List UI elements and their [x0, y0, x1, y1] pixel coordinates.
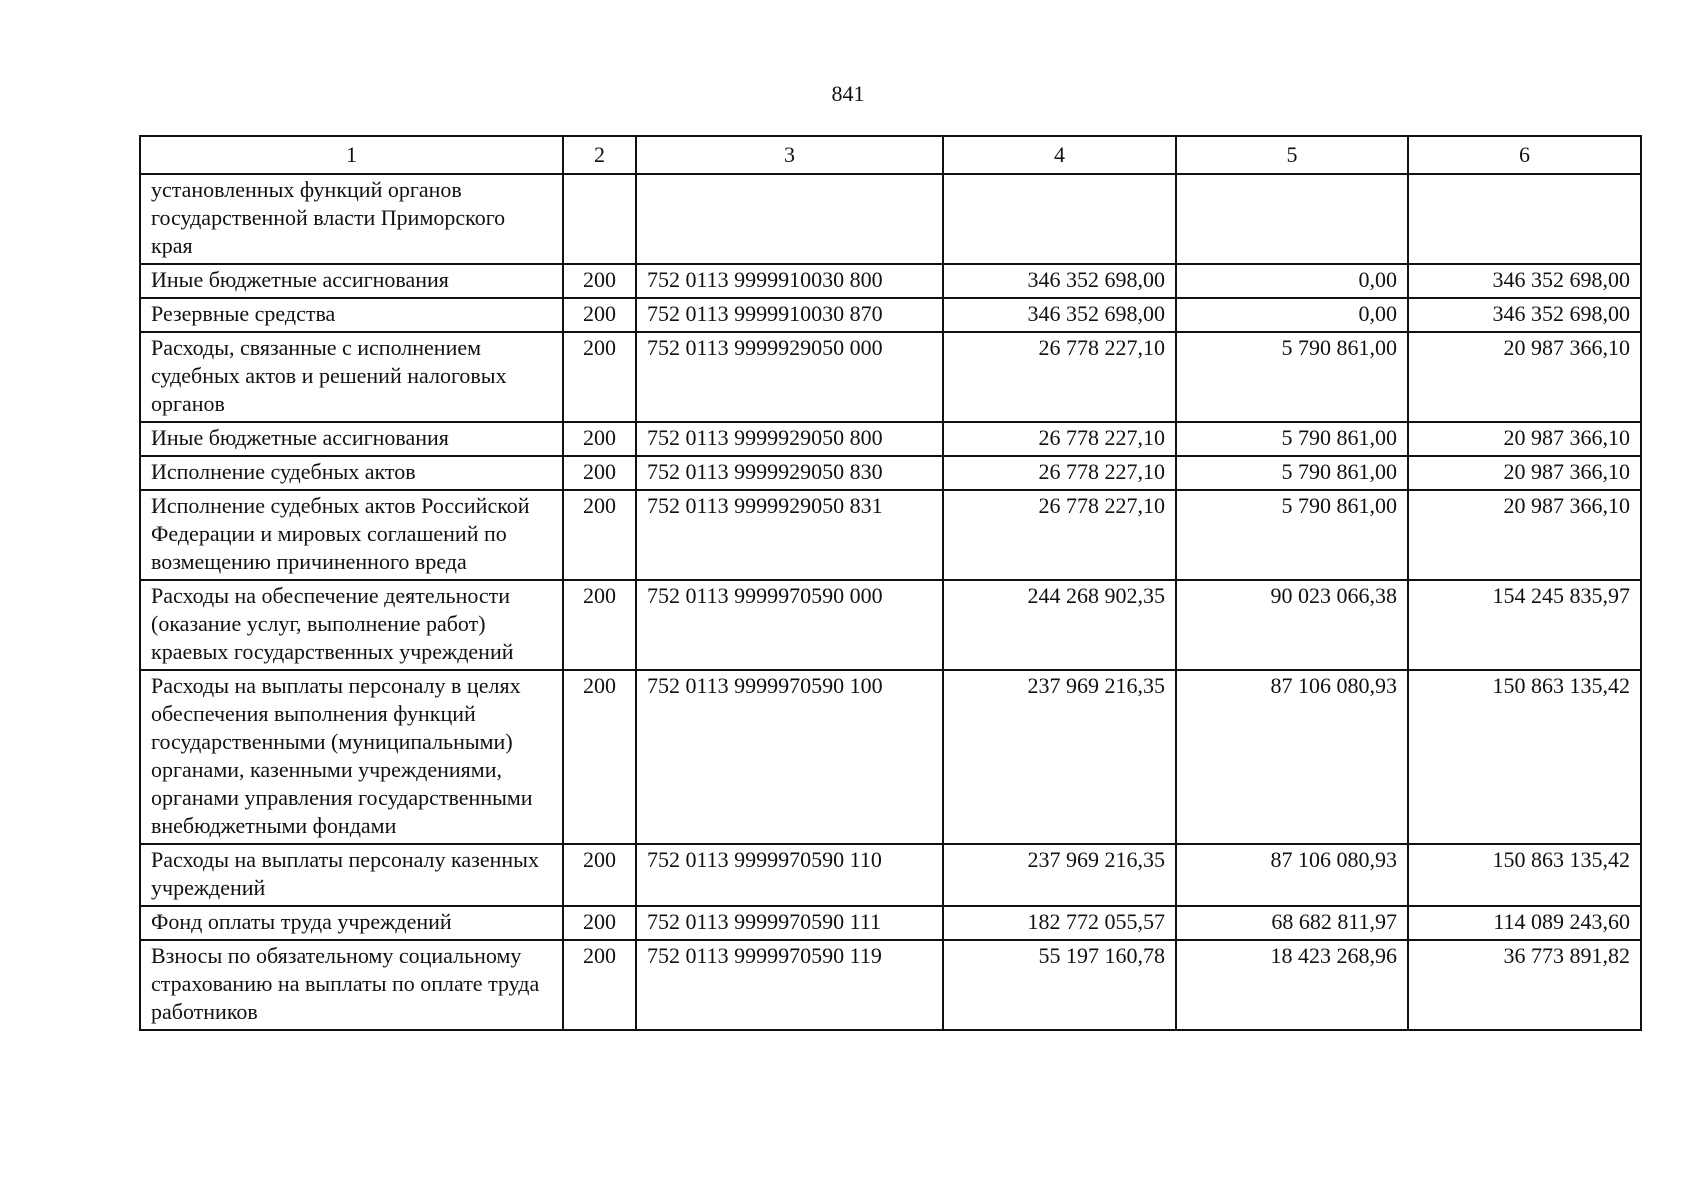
amount-cell: 346 352 698,00 [943, 298, 1176, 332]
amount-cell: 5 790 861,00 [1176, 456, 1408, 490]
classification-code-cell: 752 0113 9999970590 110 [636, 844, 943, 906]
column-header: 6 [1408, 136, 1641, 174]
amount-cell [1176, 174, 1408, 264]
column-header: 2 [563, 136, 636, 174]
table-row [140, 670, 1641, 844]
amount-cell: 5 790 861,00 [1176, 422, 1408, 456]
code-cell: 200 [563, 456, 636, 490]
expense-name-cell: Взносы по обязательному социальному страхованию на выплаты по оплате труда работников [140, 940, 563, 1030]
amount-cell: 26 778 227,10 [943, 456, 1176, 490]
amount-cell: 26 778 227,10 [943, 490, 1176, 580]
classification-code-cell: 752 0113 9999929050 000 [636, 332, 943, 422]
classification-code-cell: 752 0113 9999929050 800 [636, 422, 943, 456]
expense-name-cell: Фонд оплаты труда учреждений [140, 906, 563, 940]
amount-cell: 346 352 698,00 [943, 264, 1176, 298]
table-header-row [140, 136, 1641, 174]
amount-cell: 0,00 [1176, 298, 1408, 332]
classification-code-cell: 752 0113 9999970590 119 [636, 940, 943, 1030]
amount-cell: 346 352 698,00 [1408, 264, 1641, 298]
code-cell: 200 [563, 906, 636, 940]
code-cell: 200 [563, 670, 636, 844]
amount-cell: 18 423 268,96 [1176, 940, 1408, 1030]
table-row [140, 298, 1641, 332]
amount-cell: 0,00 [1176, 264, 1408, 298]
table-row [140, 940, 1641, 1030]
amount-cell: 237 969 216,35 [943, 844, 1176, 906]
classification-code-cell: 752 0113 9999929050 831 [636, 490, 943, 580]
amount-cell: 55 197 160,78 [943, 940, 1176, 1030]
expense-name-cell: Расходы на выплаты персоналу в целях обеспечения выполнения функций государственными (муниципальными) органами, казенными учреждениями, органами управления государственными внебюджетными фондами [140, 670, 563, 844]
code-cell: 200 [563, 298, 636, 332]
amount-cell: 5 790 861,00 [1176, 332, 1408, 422]
column-header: 3 [636, 136, 943, 174]
table-row [140, 580, 1641, 670]
classification-code-cell: 752 0113 9999970590 100 [636, 670, 943, 844]
classification-code-cell: 752 0113 9999910030 870 [636, 298, 943, 332]
table-row [140, 906, 1641, 940]
classification-code-cell [636, 174, 943, 264]
column-header: 1 [140, 136, 563, 174]
classification-code-cell: 752 0113 9999970590 000 [636, 580, 943, 670]
column-header: 5 [1176, 136, 1408, 174]
expense-name-cell: Расходы на выплаты персоналу казенных учреждений [140, 844, 563, 906]
table-row [140, 490, 1641, 580]
amount-cell: 237 969 216,35 [943, 670, 1176, 844]
table-row [140, 844, 1641, 906]
code-cell: 200 [563, 422, 636, 456]
code-cell: 200 [563, 332, 636, 422]
code-cell: 200 [563, 940, 636, 1030]
table-row [140, 456, 1641, 490]
expense-name-cell: Резервные средства [140, 298, 563, 332]
page-number: 841 [831, 81, 865, 106]
amount-cell: 26 778 227,10 [943, 332, 1176, 422]
amount-cell: 90 023 066,38 [1176, 580, 1408, 670]
amount-cell: 87 106 080,93 [1176, 844, 1408, 906]
code-cell: 200 [563, 844, 636, 906]
amount-cell: 20 987 366,10 [1408, 456, 1641, 490]
amount-cell: 20 987 366,10 [1408, 332, 1641, 422]
amount-cell: 154 245 835,97 [1408, 580, 1641, 670]
table-row [140, 174, 1641, 264]
amount-cell: 20 987 366,10 [1408, 422, 1641, 456]
budget-table [139, 135, 1642, 1031]
expense-name-cell: Иные бюджетные ассигнования [140, 264, 563, 298]
amount-cell: 114 089 243,60 [1408, 906, 1641, 940]
expense-name-cell: Исполнение судебных актов [140, 456, 563, 490]
classification-code-cell: 752 0113 9999929050 830 [636, 456, 943, 490]
table-row [140, 264, 1641, 298]
expense-name-cell: установленных функций органов государственной власти Приморского края [140, 174, 563, 264]
code-cell [563, 174, 636, 264]
expense-name-cell: Исполнение судебных актов Российской Федерации и мировых соглашений по возмещению причиненного вреда [140, 490, 563, 580]
code-cell: 200 [563, 264, 636, 298]
table-row [140, 332, 1641, 422]
amount-cell: 36 773 891,82 [1408, 940, 1641, 1030]
amount-cell: 150 863 135,42 [1408, 844, 1641, 906]
expense-name-cell: Иные бюджетные ассигнования [140, 422, 563, 456]
column-header: 4 [943, 136, 1176, 174]
table-row [140, 422, 1641, 456]
amount-cell: 68 682 811,97 [1176, 906, 1408, 940]
code-cell: 200 [563, 580, 636, 670]
amount-cell: 5 790 861,00 [1176, 490, 1408, 580]
amount-cell: 20 987 366,10 [1408, 490, 1641, 580]
amount-cell: 87 106 080,93 [1176, 670, 1408, 844]
classification-code-cell: 752 0113 9999910030 800 [636, 264, 943, 298]
classification-code-cell: 752 0113 9999970590 111 [636, 906, 943, 940]
amount-cell [1408, 174, 1641, 264]
amount-cell: 26 778 227,10 [943, 422, 1176, 456]
code-cell: 200 [563, 490, 636, 580]
amount-cell: 182 772 055,57 [943, 906, 1176, 940]
amount-cell: 244 268 902,35 [943, 580, 1176, 670]
amount-cell: 150 863 135,42 [1408, 670, 1641, 844]
amount-cell [943, 174, 1176, 264]
amount-cell: 346 352 698,00 [1408, 298, 1641, 332]
expense-name-cell: Расходы на обеспечение деятельности (оказание услуг, выполнение работ) краевых государственных учреждений [140, 580, 563, 670]
expense-name-cell: Расходы, связанные с исполнением судебных актов и решений налоговых органов [140, 332, 563, 422]
